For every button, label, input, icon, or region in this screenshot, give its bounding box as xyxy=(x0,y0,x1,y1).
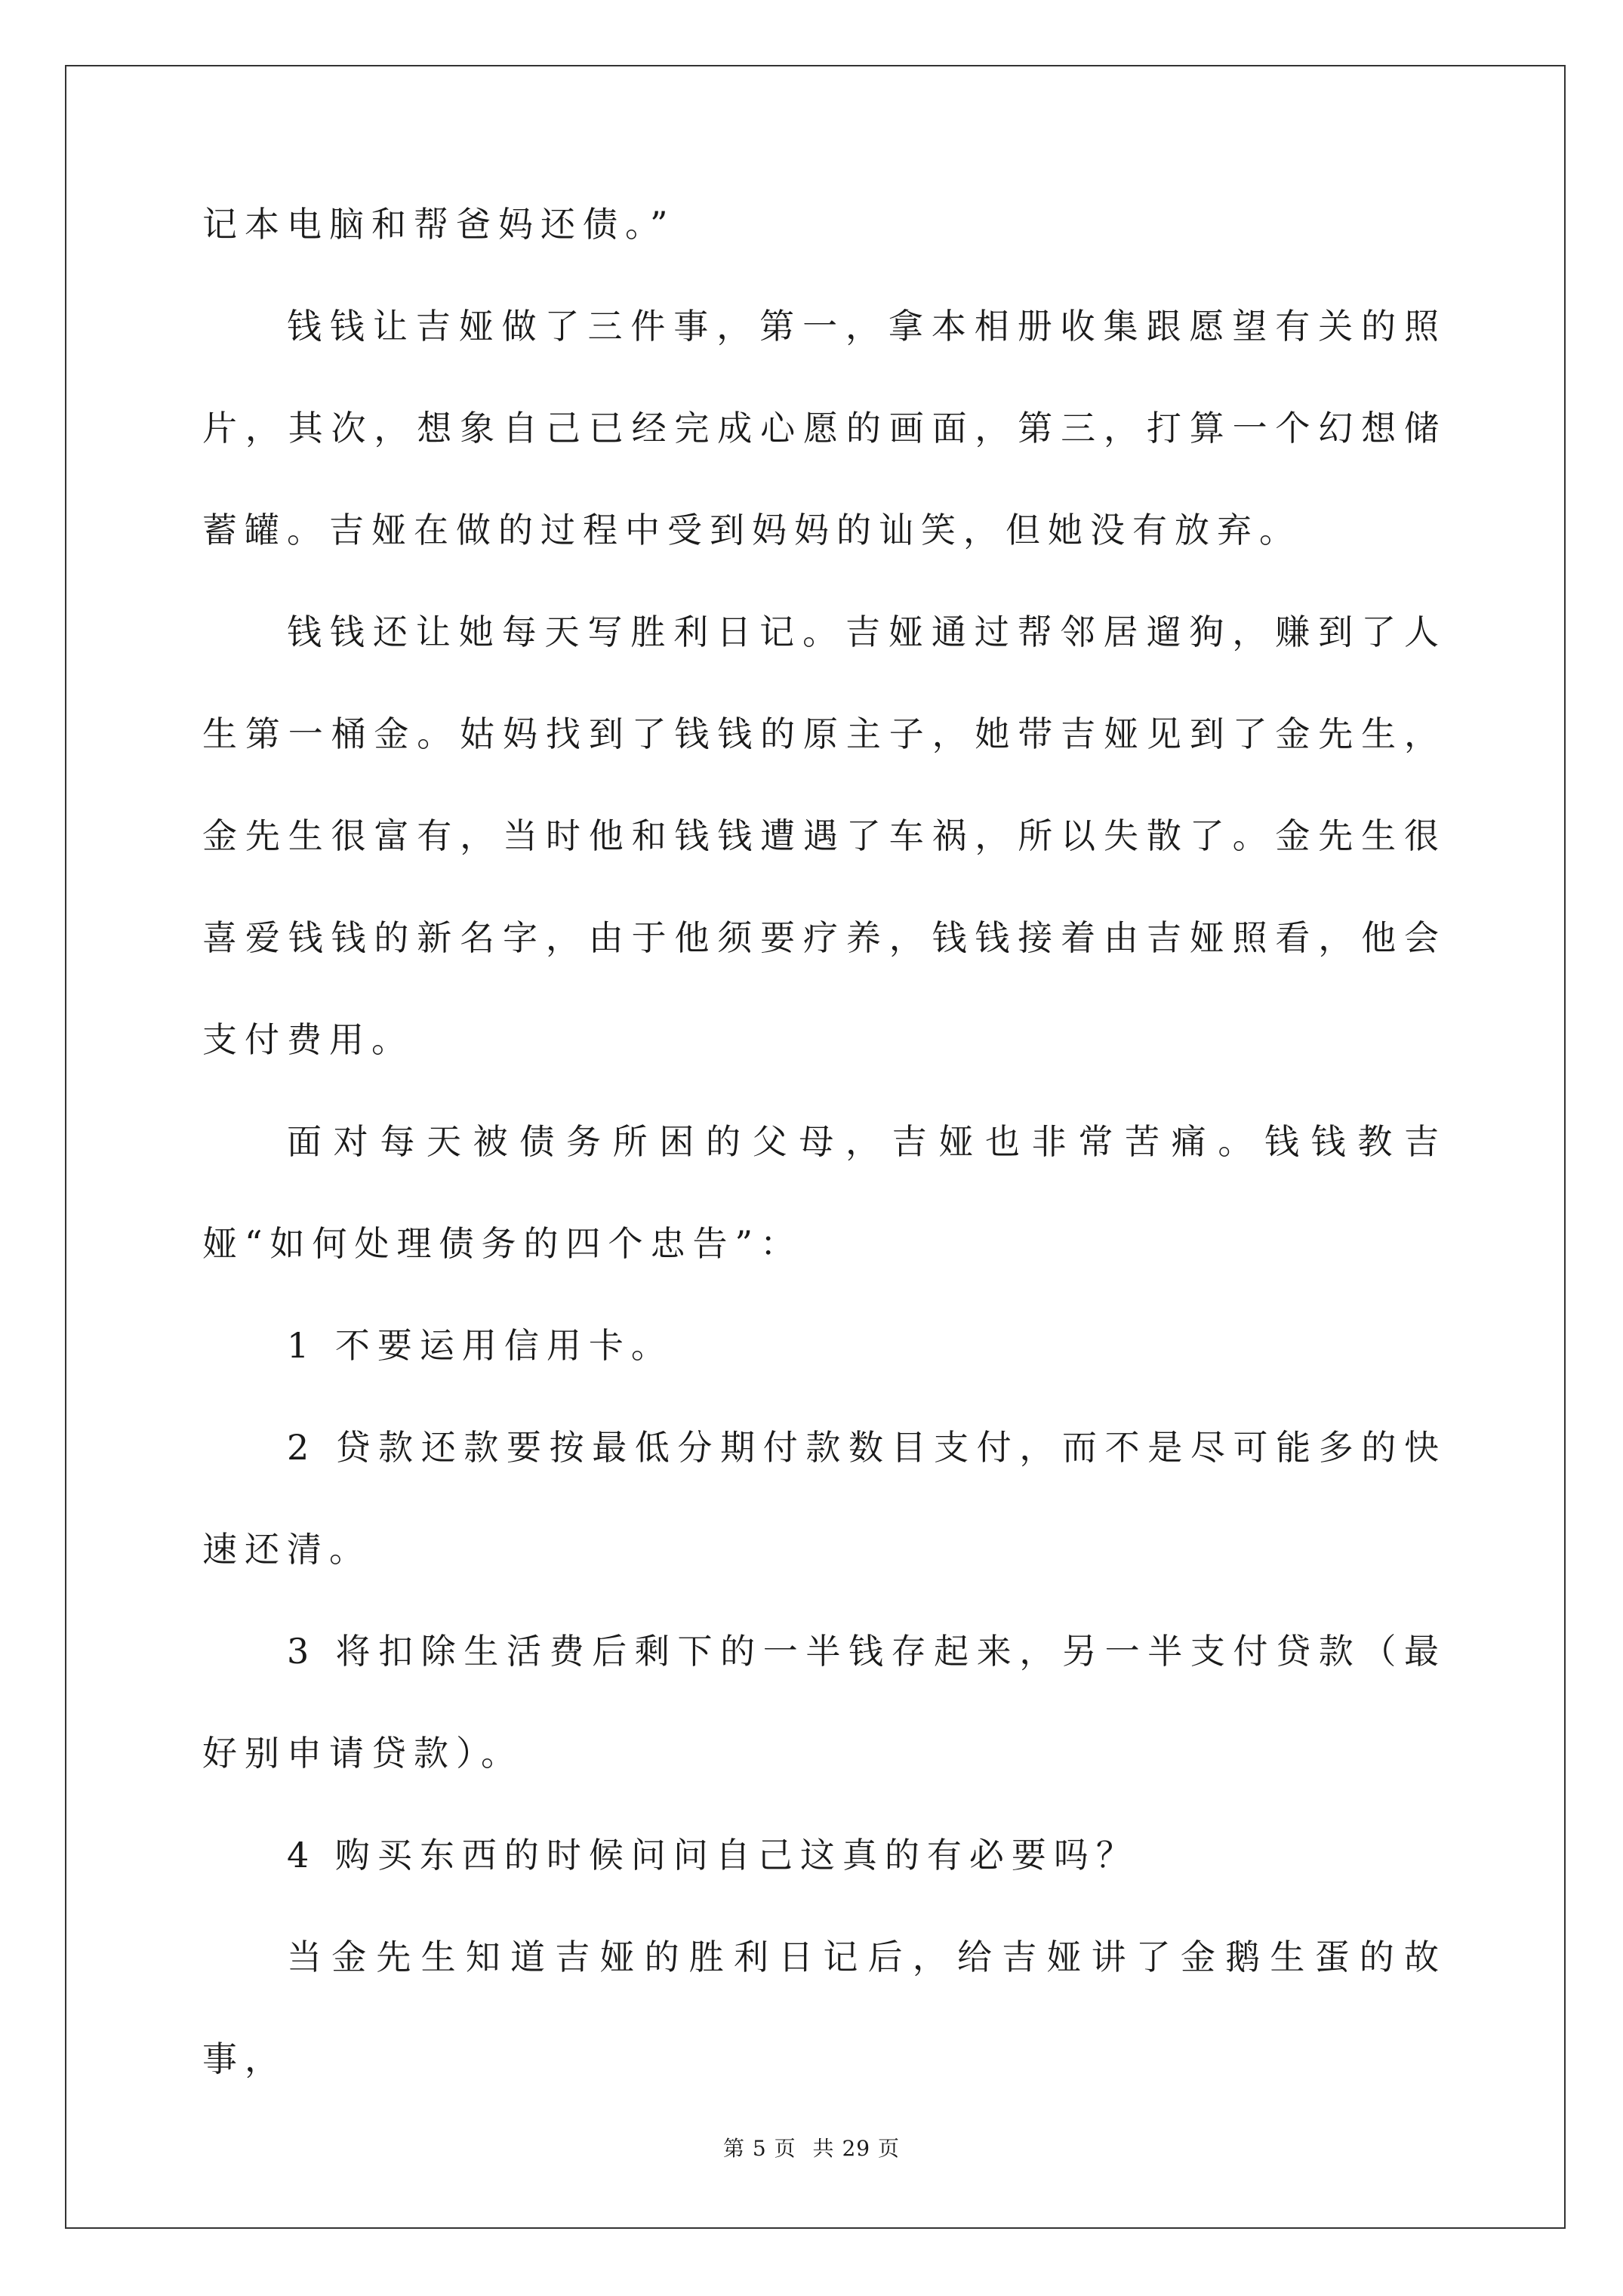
list-item-4: 4 购买东西的时候问问自己这真的有必要吗？ xyxy=(287,1835,1138,1875)
paragraph-4: 面对每天被债务所困的父母，吉娅也非常苦痛。钱钱教吉娅“如何处理债务的四个忠告”： xyxy=(202,1121,1446,1264)
paragraph-3: 钱钱还让她每天写胜利日记。吉娅通过帮邻居遛狗，赚到了人生第一桶金。姑妈找到了钱钱的原主子，她带吉娅见到了金先生，金先生很富有，当时他和钱钱遭遇了车祸，所以失散了。金先生很喜爱钱钱的新名字，由于他须要疗养，钱钱接着由吉娅照看，他会支付费用。 xyxy=(202,612,1446,1060)
page-total: 共 29 页 xyxy=(812,2136,900,2161)
list-item-2: 2 贷款还款要按最低分期付款数目支付，而不是尽可能多的快速还清。 xyxy=(202,1427,1446,1570)
document-body xyxy=(202,174,1446,2110)
paragraph-last: 当金先生知道吉娅的胜利日记后，给吉娅讲了金鹅生蛋的故事， xyxy=(202,1937,1446,2079)
page-footer xyxy=(0,2134,1623,2164)
list-item-3: 3 将扣除生活费后剩下的一半钱存起来，另一半支付贷款（最好别申请贷款）。 xyxy=(202,1631,1446,1774)
paragraph-1: 记本电脑和帮爸妈还债。” xyxy=(202,204,676,245)
page-number: 第 5 页 xyxy=(723,2136,796,2161)
paragraph-2: 钱钱让吉娅做了三件事，第一，拿本相册收集跟愿望有关的照片，其次，想象自己已经完成心愿的画面，第三，打算一个幻想储蓄罐。吉娅在做的过程中受到妈妈的讪笑，但她没有放弃。 xyxy=(202,306,1446,550)
list-item-1: 1 不要运用信用卡。 xyxy=(287,1325,673,1366)
